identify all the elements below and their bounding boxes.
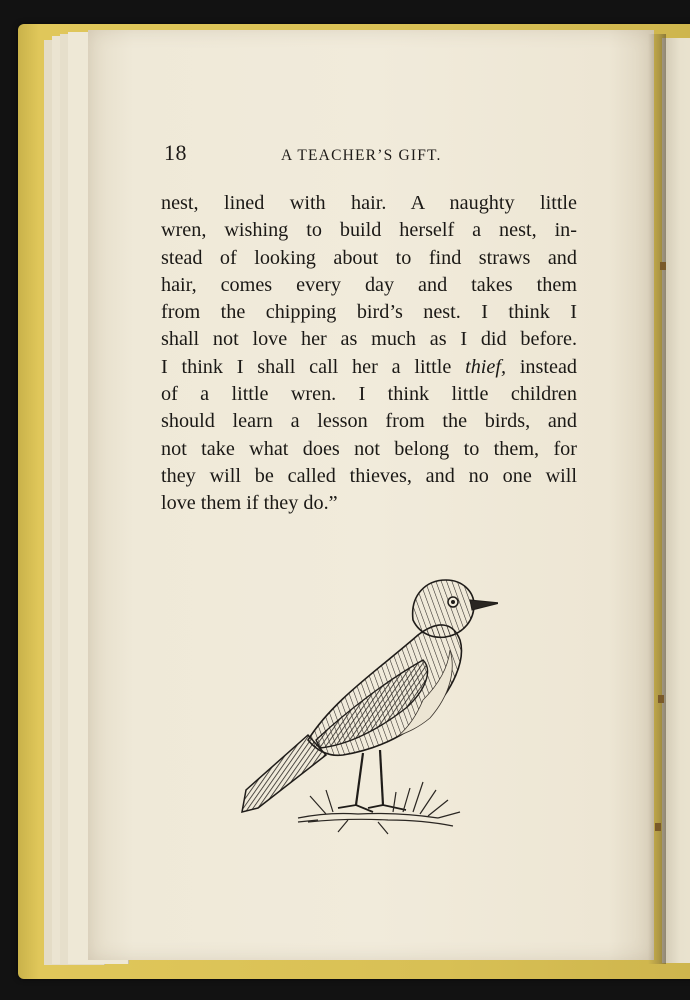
text-fragment: I think I shall call her a little [161,355,466,378]
text-line: stead of looking about to find straws and [161,246,577,269]
text-line: from the chipping bird’s nest. I think I [161,301,577,324]
page-header [164,140,584,170]
bird-engraving-icon [238,550,498,840]
text-line: not take what does not belong to them, for [161,437,577,460]
binding-stitch [655,823,661,831]
text-line: love them if they do.” [161,492,338,515]
text-line: should learn a lesson from the birds, and [161,410,577,433]
page-number: 18 [164,140,187,165]
book-page [88,30,654,960]
text-line: shall not love her as much as I did before. [161,328,577,351]
binding-stitch [658,695,664,703]
text-line: they will be called thieves, and no one will [161,464,577,487]
text-line: wren, wishing to build herself a nest, in- [161,219,577,242]
text-line: nest, lined with hair. A naughty little [161,192,577,214]
text-line: of a little wren. I think little children [161,383,577,406]
text-line: hair, comes every day and takes them [161,273,577,296]
italic-word: thief, [465,355,507,378]
running-head: A TEACHER’S GIFT. [281,147,442,164]
binding-stitch [660,262,666,270]
body-paragraph [161,190,577,518]
text-line [161,354,577,381]
text-fragment: instead [506,355,577,378]
facing-page [662,38,690,963]
